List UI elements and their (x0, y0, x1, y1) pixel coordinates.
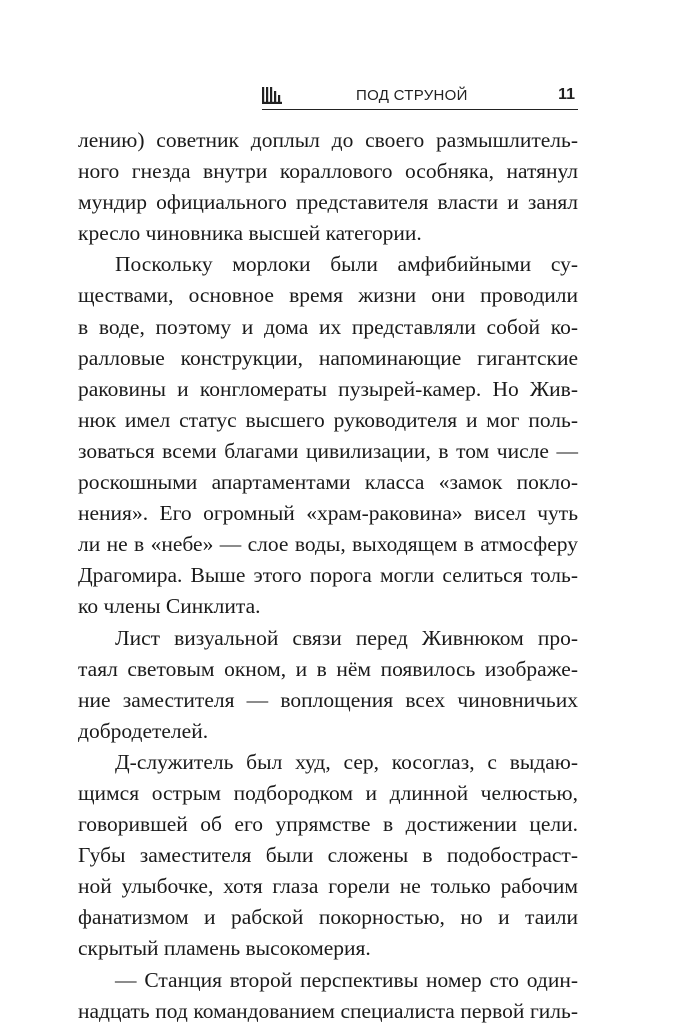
text-line: раковины и конгломераты пузырей-камер. Но Жив- (78, 376, 578, 401)
running-header (262, 84, 578, 110)
text-line: добродетелей. (78, 718, 209, 743)
text-line: говорившей об его упрямстве в достижении цели. (78, 812, 578, 837)
body-text (78, 125, 578, 1027)
text-line: роскошными апартаментами класса «замок покло- (78, 470, 578, 495)
paragraph (78, 623, 578, 747)
paragraph (78, 249, 578, 622)
text-line: таял световым окном, и в нём появилось изображе- (78, 656, 578, 681)
text-line: ного гнезда внутри кораллового особняка, натянул (78, 159, 578, 184)
text-line: ко члены Синклита. (78, 594, 261, 619)
running-title: ПОД СТРУНОЙ (356, 87, 468, 104)
text-line: Драгомира. Выше этого порога могли селиться толь- (78, 563, 578, 588)
text-line: скрытый пламень высокомерия. (78, 936, 371, 961)
text-line: Губы заместителя были сложены в подобостраст- (78, 843, 578, 868)
text-line: мундир официального представителя власти и занял (78, 190, 578, 215)
text-line: кресло чиновника высшей категории. (78, 221, 422, 246)
text-line: ной улыбочке, хотя глаза горели не только рабочим (78, 874, 578, 899)
text-line: надцать под командованием специалиста первой гиль- (78, 998, 578, 1023)
text-line: нения». Его огромный «храм-раковина» висел чуть (78, 501, 578, 526)
text-line: ществами, основное время жизни они проводили (78, 283, 578, 308)
text-line: Д-служитель был худ, сер, косоглаз, с выдаю- (115, 749, 578, 774)
text-line: ли не в «небе» — слое воды, выходящем в атмосферу (78, 532, 578, 557)
text-line: Лист визуальной связи перед Живнюком про- (115, 625, 578, 650)
header-rule (262, 109, 578, 110)
text-line: — Станция второй перспективы номер сто один- (115, 967, 578, 992)
text-line: ралловые конструкции, напоминающие гигантские (78, 345, 578, 370)
text-line: нюк имел статус высшего руководителя и мог поль- (78, 407, 578, 432)
paragraph (78, 747, 578, 965)
text-line: щимся острым подбородком и длинной челюстью, (78, 780, 578, 805)
text-line: ние заместителя — воплощения всех чиновничьих (78, 687, 578, 712)
paragraph (78, 125, 578, 249)
text-line: зоваться всеми благами цивилизации, в том числе — (78, 438, 578, 463)
text-line: фанатизмом и рабской покорностью, но и таили (78, 905, 578, 930)
paragraph (78, 965, 578, 1027)
publisher-logo-icon (262, 87, 282, 104)
page-number: 11 (558, 86, 575, 103)
text-line: лению) советник доплыл до своего размышлитель- (78, 128, 578, 152)
text-line: в воде, поэтому и дома их представляли собой ко- (78, 314, 578, 339)
text-line: Поскольку морлоки были амфибийными су- (115, 252, 578, 277)
